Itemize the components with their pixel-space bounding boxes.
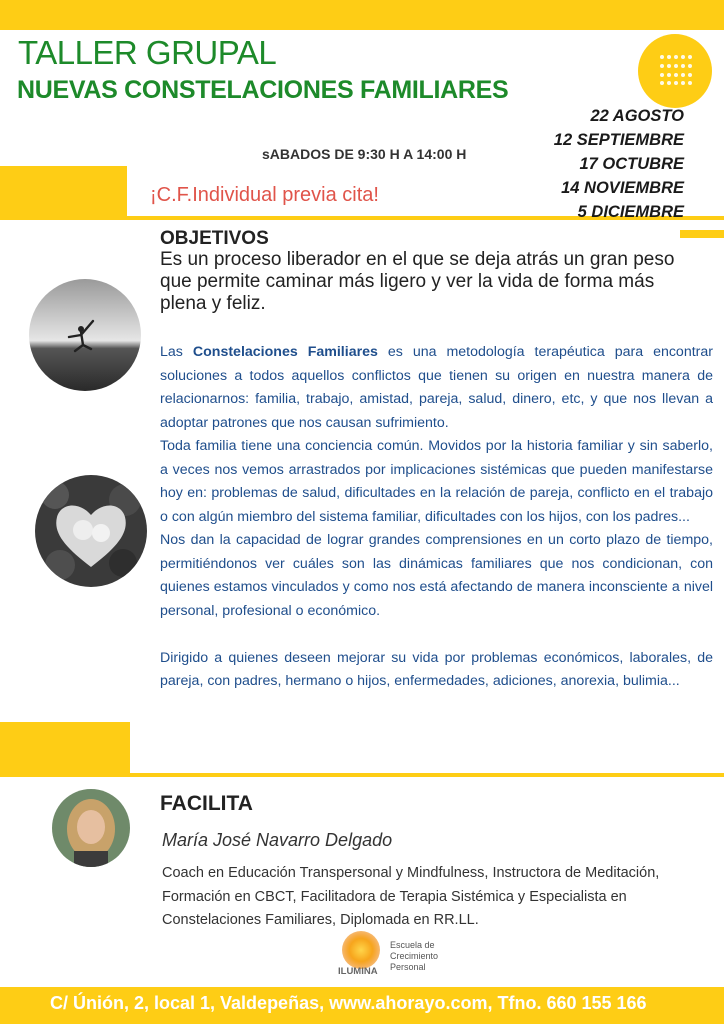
lower-left-yellow-block [0,722,130,777]
date-item: 5 DICIEMBRE [577,203,684,221]
title-line-1: TALLER GRUPAL [18,34,277,71]
p1-post: es una metodología terapéutica para encontrar soluciones a todos aquellos conflictos que tienen su origen en nuestra manera de relacionarnos: familia, trabajo, amistad, pareja, salud, dinero, etc, y que nos llevan a adoptar patrones que nos causan sufrimiento. [160,344,713,431]
lower-divider-line [130,773,724,777]
date-item: 17 OCTUBRE [579,155,684,173]
date-item: 14 NOVIEMBRE [561,179,684,197]
footer-address: C/ Únión, 2, local 1, Valdepeñas, www.ahorayo.com, Tfno. 660 155 166 [50,993,647,1013]
logo-tagline-3: Personal [390,962,426,972]
objetivos-intro: Es un proceso liberador en el que se deja atrás un gran peso que permite caminar más ligero y ver la vida de forma más plena y feliz. [160,249,675,314]
facilitator-description: Coach en Educación Transpersonal y Mindfulness, Instructora de Meditación, Formación en CBCT, Facilitadora de Terapia Sistémica y Especialista en Constelaciones Familiares, Diplomada en RR.LL. [162,865,660,928]
p1-bold: Constelaciones Familiares [192,344,378,360]
right-yellow-bar-mid [680,230,724,238]
dots-icon [660,55,692,87]
logo-tagline [390,940,438,973]
paragraph-spacer [160,623,713,647]
ilumina-logo-icon [341,930,381,970]
facilitator-avatar [52,789,130,867]
facilitator-name: María José Navarro Delgado [162,830,393,850]
paragraph-capacidad: Nos dan la capacidad de lograr grandes comprensiones en un corto plazo de tiempo, permitiéndonos ver cuáles son las dinámicas familiares que nos condicionan, con quienes estamos vinculados y como nos está afectando de manera inconsciente a nivel personal, profesional o económico. [160,532,713,619]
individual-note: ¡C.F.Individual previa cita! [150,184,379,206]
logo-name: ILUMINA [338,966,378,977]
yoga-photo [29,279,141,391]
logo-tagline-1: Escuela de [390,940,435,950]
date-item: 12 SEPTIEMBRE [553,131,684,149]
facilita-heading: FACILITA [160,792,253,815]
title-line-2: NUEVAS CONSTELACIONES FAMILIARES [17,76,509,104]
heart-photo [35,475,147,587]
paragraph-dirigido: Dirigido a quienes deseen mejorar su vida por problemas económicos, laborales, de pareja, con padres, hermano o hijos, enfermedades, adiciones, anorexia, bulimia... [160,649,713,689]
left-yellow-block [0,166,127,220]
top-yellow-bar [0,0,724,30]
body-text [160,341,713,694]
objetivos-heading: OBJETIVOS [160,228,269,249]
paragraph-constelaciones [160,341,713,435]
dates-list [554,104,684,224]
logo-tagline-2: Crecimiento [390,951,439,961]
p1-pre: Las [160,344,193,360]
date-item: 22 AGOSTO [590,107,684,125]
schedule-text: sABADOS DE 9:30 H A 14:00 H [262,146,467,162]
paragraph-familia: Toda familia tiene una conciencia común. Movidos por la historia familiar y sin saberlo, a veces nos vemos arrastrados por implicaciones sistémicas que pueden manifestarse hoy en: problemas de salud, dificultades en la relación de pareja, conflicto en el trabajo o con algún miembro del sistema familiar, dificultades con los hijos, con los padres... [160,438,713,525]
